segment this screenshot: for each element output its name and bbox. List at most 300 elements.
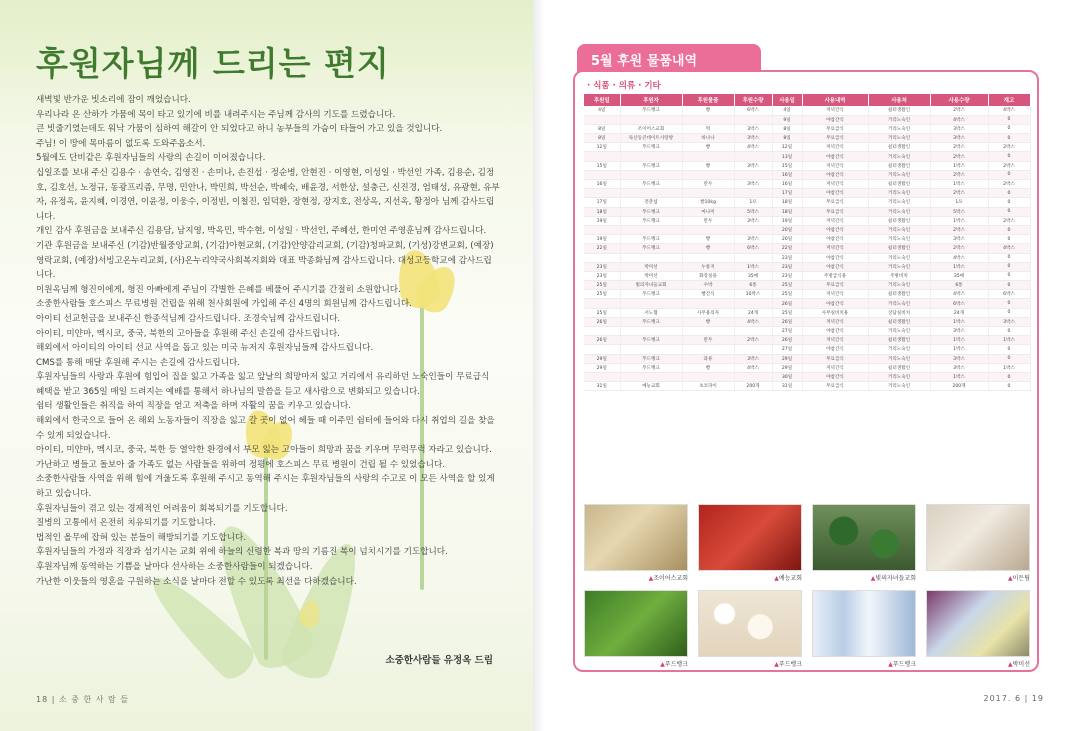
table-cell: 푸드뱅크 bbox=[620, 290, 682, 299]
table-cell bbox=[584, 253, 620, 262]
letter-paragraph: 후원자님들이 겪고 있는 경제적인 어려움이 회복되기를 기도합니다. bbox=[36, 503, 288, 514]
column-header: 사용처 bbox=[868, 94, 930, 106]
column-header: 재고 bbox=[988, 94, 1030, 106]
letter-paragraph: 큰 빗줄기였는데도 워낙 가뭄이 심하여 해갈이 안 되었다고 하니 농부들의 가슴이 타들어 가고 있을 것입니다. bbox=[36, 124, 443, 135]
table-cell: 0 bbox=[988, 327, 1030, 336]
table-cell: 4박스 bbox=[734, 317, 772, 326]
table-cell: 31일 bbox=[772, 382, 802, 391]
table-cell bbox=[682, 152, 734, 161]
table-cell bbox=[584, 345, 620, 354]
table-cell: 거리노숙인 bbox=[868, 345, 930, 354]
table-row bbox=[584, 327, 1030, 336]
table-cell: 0 bbox=[988, 308, 1030, 317]
table-cell: 4박스 bbox=[988, 106, 1030, 115]
table-row bbox=[584, 382, 1030, 391]
table-cell: 저녁간식 bbox=[802, 106, 868, 115]
table-row bbox=[584, 124, 1030, 133]
table-cell: 무료급식 bbox=[802, 207, 868, 216]
table-cell: 0 bbox=[988, 134, 1030, 143]
table-cell: 25일 bbox=[772, 308, 802, 317]
table-cell: 3박스 bbox=[988, 317, 1030, 326]
table-cell: 야참간식 bbox=[802, 115, 868, 124]
letter-paragraph: 이원옥님께 형진이에게, 형진 아빠에게 주님이 각별한 은혜를 베풀어 주시기를 간절히 소원합니다. bbox=[36, 284, 401, 295]
table-cell: 25일 bbox=[772, 290, 802, 299]
table-cell: 야참간식 bbox=[802, 235, 868, 244]
table-cell: 6박스 bbox=[988, 290, 1030, 299]
table-cell: 야참간식 bbox=[802, 262, 868, 271]
page-footer-left: 18 | 소 중 한 사 람 들 bbox=[36, 695, 130, 704]
table-cell: 25일 bbox=[584, 308, 620, 317]
table-cell: 무료급식 bbox=[802, 382, 868, 391]
table-cell: 거리노숙인 bbox=[868, 189, 930, 198]
table-cell: 5박스 bbox=[734, 207, 772, 216]
table-cell: 야참간식 bbox=[802, 345, 868, 354]
column-header: 사용수량 bbox=[930, 94, 988, 106]
table-cell: 3박스 bbox=[734, 134, 772, 143]
table-row bbox=[584, 134, 1030, 143]
table-cell: 6통 bbox=[734, 281, 772, 290]
table-cell: 20일 bbox=[772, 235, 802, 244]
table-cell: 거리노숙인 bbox=[868, 207, 930, 216]
table-cell: 1박스 bbox=[734, 262, 772, 271]
table-cell: 박미선 bbox=[620, 262, 682, 271]
table-cell: 2박스 bbox=[734, 336, 772, 345]
table-cell: 쉼터생활인 bbox=[868, 180, 930, 189]
photo-greens bbox=[584, 590, 688, 657]
letter-paragraph: 해외에서 한국으로 들어 온 해외 노동자들이 직장을 잃고 갈 곳이 없어 헤들 때 이주민 쉼터에 들어와 다시 취업의 길을 찾을 수 있게 되었습니다. bbox=[36, 416, 495, 441]
table-cell: 3박스 bbox=[930, 134, 988, 143]
table-cell: 0 bbox=[988, 170, 1030, 179]
photo-caption: ▲푸드뱅크 bbox=[774, 661, 802, 668]
photo-caption: ▲조이어스교회 bbox=[648, 575, 688, 582]
right-page bbox=[533, 0, 1066, 731]
table-cell: 8일 bbox=[772, 124, 802, 133]
letter-paragraph: 주님! 이 땅에 목마름이 없도록 도와주옵소서. bbox=[36, 138, 206, 149]
table-cell: 0 bbox=[988, 235, 1030, 244]
table-cell: 만두 bbox=[682, 336, 734, 345]
column-header: 사용일 bbox=[772, 94, 802, 106]
table-cell bbox=[682, 372, 734, 381]
table-cell: 22일 bbox=[584, 244, 620, 253]
table-cell: 전춘섭 bbox=[620, 198, 682, 207]
table-cell bbox=[682, 225, 734, 234]
table-cell: 0 bbox=[988, 225, 1030, 234]
table-row bbox=[584, 271, 1030, 280]
table-cell bbox=[584, 225, 620, 234]
table-cell: 2박스 bbox=[988, 143, 1030, 152]
table-cell: 거리노숙인 bbox=[868, 170, 930, 179]
table-cell: 쉼터생활인 bbox=[868, 317, 930, 326]
column-header: 후원자 bbox=[620, 94, 682, 106]
photo-supplies bbox=[926, 590, 1030, 657]
table-cell: 8일 bbox=[772, 134, 802, 143]
table-row bbox=[584, 262, 1030, 271]
table-cell: 거리노숙인 bbox=[868, 262, 930, 271]
table-cell: 26일 bbox=[584, 336, 620, 345]
letter-paragraph: 새벽빛 반가운 빗소리에 잠이 깨었습니다. bbox=[36, 95, 191, 105]
table-cell: 저녁간식 bbox=[802, 290, 868, 299]
table-cell: 2박스 bbox=[930, 152, 988, 161]
table-cell: 18일 bbox=[584, 207, 620, 216]
table-cell bbox=[734, 189, 772, 198]
table-row bbox=[584, 216, 1030, 225]
table-cell: 4박스 bbox=[930, 290, 988, 299]
table-cell: 25일 bbox=[584, 290, 620, 299]
table-cell: 푸드뱅크 bbox=[620, 207, 682, 216]
table-cell: 18일 bbox=[772, 207, 802, 216]
table-cell: 수박 bbox=[682, 281, 734, 290]
table-cell: 쉼터생활인 bbox=[868, 336, 930, 345]
letter-paragraph: 십일조를 보내 주신 김용수 · 송연숙, 김영진 · 손미나, 손진섭 · 정순병, 안현진 · 이영현, 이성일 · 박선인 가족, 김용순, 김정호, 김호선, 노정규, 동광프리즘, 무명, 민안나, 박민희, 박선순, 박혜숙, 배윤경, 서한상, 설충근, 신진경, 엄태성, 유광현, 유부자, 유정옥, 윤지혜, 이경연, 이윤정, 이웅수, 이정빈, 이철진, 임덕환, 장현정, 장지호, 전상옥, 지선옥, 황정아 님께 감사드립니다. bbox=[36, 167, 500, 222]
table-cell: 쉼터생활인 bbox=[868, 161, 930, 170]
table-cell: 쉼터생활인 bbox=[868, 143, 930, 152]
table-cell: 거리노숙인 bbox=[868, 372, 930, 381]
table-cell: 쉼터생활인 bbox=[868, 216, 930, 225]
table-cell: 4박스 bbox=[734, 363, 772, 372]
table-cell: 9일 bbox=[772, 115, 802, 124]
table-cell: 빵 bbox=[682, 244, 734, 253]
table-cell: 0 bbox=[988, 354, 1030, 363]
table-cell: 1박스 bbox=[930, 161, 988, 170]
table-cell: 29일 bbox=[584, 363, 620, 372]
table-cell: 만두 bbox=[682, 180, 734, 189]
table-cell: 야참간식 bbox=[802, 189, 868, 198]
table-cell: 2박스 bbox=[930, 106, 988, 115]
table-cell bbox=[584, 327, 620, 336]
table-cell: 3박스 bbox=[930, 124, 988, 133]
table-row bbox=[584, 180, 1030, 189]
table-cell: 푸드뱅크 bbox=[620, 106, 682, 115]
table-cell: 8일 bbox=[584, 134, 620, 143]
table-cell: 무료급식 bbox=[802, 354, 868, 363]
photo-dumplings bbox=[698, 590, 802, 657]
table-row bbox=[584, 290, 1030, 299]
table-cell: 5박스 bbox=[930, 207, 988, 216]
table-cell: 16일 bbox=[772, 170, 802, 179]
table-cell: 거리노숙인 bbox=[868, 354, 930, 363]
table-cell: 마나미 bbox=[682, 207, 734, 216]
table-cell: 8일 bbox=[584, 124, 620, 133]
table-row bbox=[584, 161, 1030, 170]
table-cell: 빵 bbox=[682, 161, 734, 170]
photo-caption: ▲박미선 bbox=[1007, 661, 1030, 668]
table-row bbox=[584, 281, 1030, 290]
table-cell: 200개 bbox=[930, 382, 988, 391]
letter-paragraph: 법적인 올무에 잡혀 있는 분들이 해방되기를 기도합니다. bbox=[36, 532, 247, 543]
table-cell: 4박스 bbox=[930, 115, 988, 124]
table-cell: 3박스 bbox=[734, 235, 772, 244]
photo-milk-cartons bbox=[812, 590, 916, 657]
table-cell bbox=[734, 170, 772, 179]
table-cell: 1포 bbox=[930, 198, 988, 207]
table-row bbox=[584, 170, 1030, 179]
table-cell: 푸드뱅크 bbox=[620, 180, 682, 189]
column-header: 사용내역 bbox=[802, 94, 868, 106]
table-cell: 저녁간식 bbox=[802, 363, 868, 372]
table-cell: 29일 bbox=[772, 354, 802, 363]
page-spine-shadow bbox=[533, 0, 545, 731]
table-cell bbox=[584, 170, 620, 179]
table-cell: 2박스 bbox=[930, 189, 988, 198]
column-header: 후원물품 bbox=[682, 94, 734, 106]
table-cell: 15일 bbox=[772, 161, 802, 170]
photo-caption: ▲푸드뱅크 bbox=[660, 661, 688, 668]
table-cell: 푸드뱅크 bbox=[620, 161, 682, 170]
table-cell: 푸드뱅크 bbox=[620, 244, 682, 253]
table-cell: 2박스 bbox=[930, 170, 988, 179]
table-cell: 12일 bbox=[584, 143, 620, 152]
table-cell: 2박스 bbox=[930, 143, 988, 152]
letter-paragraph: 아이티 선교헌금을 보내주신 한종석님께 감사드립니다. 조경숙님께 감사드립니다. bbox=[36, 313, 341, 324]
table-cell: 0 bbox=[988, 207, 1030, 216]
photo-caption: ▲이든팀 bbox=[1007, 575, 1030, 582]
table-cell: 푸드뱅크 bbox=[620, 143, 682, 152]
table-cell: 주방급식용 bbox=[802, 271, 868, 280]
table-cell: 야참간식 bbox=[802, 372, 868, 381]
table-cell: 저녁간식 bbox=[802, 336, 868, 345]
table-row bbox=[584, 189, 1030, 198]
table-cell: 거리노숙인 bbox=[868, 327, 930, 336]
page-footer-right: 2017. 6 | 19 bbox=[983, 694, 1044, 703]
table-cell: 거리노숙인 bbox=[868, 198, 930, 207]
panel-title-tab: 5월 후원 물품내역 bbox=[577, 44, 761, 72]
table-cell: 4박스 bbox=[930, 253, 988, 262]
table-cell: 26일 bbox=[772, 299, 802, 308]
table-cell: 박미선 bbox=[620, 271, 682, 280]
table-cell: 19일 bbox=[772, 216, 802, 225]
photo-caption: ▲예능교회 bbox=[774, 575, 802, 582]
table-cell bbox=[734, 299, 772, 308]
table-cell: 1박스 bbox=[988, 363, 1030, 372]
table-row bbox=[584, 317, 1030, 326]
letter-paragraph: 아이티, 미얀마, 멕시코, 중국, 북한의 고아들을 후원해 주신 손길에 감사드립니다. bbox=[36, 328, 340, 339]
table-cell: 19일 bbox=[584, 216, 620, 225]
table-cell: 3박스 bbox=[930, 354, 988, 363]
table-cell: 저녁간식 bbox=[802, 244, 868, 253]
table-cell bbox=[682, 345, 734, 354]
table-cell: 0 bbox=[988, 115, 1030, 124]
table-cell: 17일 bbox=[584, 198, 620, 207]
table-cell: 거리노숙인 bbox=[868, 134, 930, 143]
table-cell: 독산동큰데이트사랑방 bbox=[620, 134, 682, 143]
table-cell bbox=[620, 299, 682, 308]
table-cell: 25일 bbox=[584, 281, 620, 290]
table-cell bbox=[682, 170, 734, 179]
table-cell: 화장실용 bbox=[682, 271, 734, 280]
table-cell: 푸드뱅크 bbox=[620, 354, 682, 363]
table-cell: 거리노숙인 bbox=[868, 115, 930, 124]
table-cell: 주방비치 bbox=[868, 271, 930, 280]
table-cell: 3박스 bbox=[734, 216, 772, 225]
table-cell: 거리노숙인 bbox=[868, 299, 930, 308]
table-row bbox=[584, 345, 1030, 354]
table-cell: 야참간식 bbox=[802, 170, 868, 179]
table-cell: 26일 bbox=[772, 317, 802, 326]
table-cell: 2박스 bbox=[988, 161, 1030, 170]
table-row bbox=[584, 244, 1030, 253]
table-cell: 19일 bbox=[584, 235, 620, 244]
photo-boxes bbox=[926, 504, 1030, 571]
table-cell: 푸드뱅크 bbox=[620, 235, 682, 244]
table-cell: 6박스 bbox=[734, 244, 772, 253]
table-cell: 빵 bbox=[682, 235, 734, 244]
table-cell: 23일 bbox=[584, 262, 620, 271]
table-cell: 사무용의자 bbox=[682, 308, 734, 317]
table-cell bbox=[734, 152, 772, 161]
table-cell: 2박스 bbox=[988, 180, 1030, 189]
table-cell: 13일 bbox=[772, 152, 802, 161]
table-cell: 야참간식 bbox=[802, 299, 868, 308]
table-cell bbox=[584, 189, 620, 198]
table-cell: 3박스 bbox=[930, 327, 988, 336]
letter-paragraph: 가난한 이웃들의 영혼을 구원하는 소식을 날마다 전할 수 있도록 최선을 다하겠습니다. bbox=[36, 576, 357, 587]
table-cell: 빛의자녀들교회 bbox=[620, 281, 682, 290]
table-cell: 27일 bbox=[772, 327, 802, 336]
table-cell: 1박스 bbox=[930, 372, 988, 381]
photo-caption: ▲푸드뱅크 bbox=[888, 661, 916, 668]
table-row bbox=[584, 253, 1030, 262]
table-cell: 빵 bbox=[682, 363, 734, 372]
table-cell: 35매 bbox=[734, 271, 772, 280]
letter-paragraph: 아이티, 미얀마, 멕시코, 중국, 북한 등 열악한 환경에서 부모 잃는 고아들이 희망과 꿈을 키우며 무럭무럭 자라고 있습니다. bbox=[36, 445, 492, 456]
table-cell: 쉼터생활인 bbox=[868, 106, 930, 115]
table-cell: 1박스 bbox=[930, 180, 988, 189]
table-cell: 1박스 bbox=[930, 345, 988, 354]
table-cell: 1박스 bbox=[930, 336, 988, 345]
table-cell bbox=[682, 253, 734, 262]
table-row bbox=[584, 198, 1030, 207]
table-cell: 거리노숙인 bbox=[868, 124, 930, 133]
column-header: 후원일 bbox=[584, 94, 620, 106]
table-cell: 0 bbox=[988, 189, 1030, 198]
table-cell: 3박스 bbox=[734, 161, 772, 170]
table-cell: 200개 bbox=[734, 382, 772, 391]
table-cell: 거리노숙인 bbox=[868, 382, 930, 391]
table-cell: 푸드뱅크 bbox=[620, 317, 682, 326]
table-cell: 25일 bbox=[772, 281, 802, 290]
table-cell bbox=[620, 170, 682, 179]
table-cell: 쌀10kg bbox=[682, 198, 734, 207]
table-cell: 무료급식 bbox=[802, 281, 868, 290]
letter-paragraph: 쉼터 생활인들은 취직을 하여 직장을 얻고 저축을 하며 자활의 꿈을 키우고 있습니다. bbox=[36, 401, 352, 412]
table-cell: 6박스 bbox=[734, 106, 772, 115]
table-cell: 거리노숙인 bbox=[868, 225, 930, 234]
table-cell: 바나나 bbox=[682, 134, 734, 143]
table-cell: 빵 bbox=[682, 143, 734, 152]
table-cell bbox=[682, 189, 734, 198]
letter-paragraph: 가난하고 병들고 돌보아 줄 가족도 없는 사람들을 위하여 정평에 호스피스 무료 병원이 건립 될 수 있었습니다. bbox=[36, 459, 445, 470]
table-cell: 10박스 bbox=[734, 290, 772, 299]
table-cell: 상담실비치 bbox=[868, 308, 930, 317]
table-cell bbox=[734, 225, 772, 234]
table-cell: 과류 bbox=[682, 354, 734, 363]
table-row bbox=[584, 235, 1030, 244]
table-cell: 31일 bbox=[584, 382, 620, 391]
table-cell: 29일 bbox=[584, 354, 620, 363]
table-row bbox=[584, 207, 1030, 216]
table-cell: 18일 bbox=[772, 198, 802, 207]
table-cell: 쉼터생활인 bbox=[868, 363, 930, 372]
table-cell: 27일 bbox=[772, 345, 802, 354]
table-cell: 빵 bbox=[682, 106, 734, 115]
table-row bbox=[584, 372, 1030, 381]
table-cell: 푸드뱅크 bbox=[620, 216, 682, 225]
table-cell: 3박스 bbox=[734, 354, 772, 363]
table-cell: 1포 bbox=[734, 198, 772, 207]
table-cell: 야참간식 bbox=[802, 225, 868, 234]
table-cell: 0 bbox=[988, 281, 1030, 290]
table-cell: 저녁간식 bbox=[802, 317, 868, 326]
table-cell: 0 bbox=[988, 299, 1030, 308]
table-cell: 푸드뱅크 bbox=[620, 336, 682, 345]
letter-paragraph: 우리나라 온 산하가 가뭄에 목이 타고 있기에 비를 내려주시는 주님께 감사의 기도를 드렸습니다. bbox=[36, 109, 396, 120]
table-cell: 거리노숙인 bbox=[868, 281, 930, 290]
table-cell: 22일 bbox=[772, 244, 802, 253]
table-cell: 17일 bbox=[772, 189, 802, 198]
table-cell: 4일 bbox=[772, 106, 802, 115]
table-cell bbox=[620, 152, 682, 161]
table-cell: 저녁간식 bbox=[802, 216, 868, 225]
table-cell bbox=[620, 115, 682, 124]
table-cell: 6통 bbox=[930, 281, 988, 290]
table-cell: 3박스 bbox=[734, 124, 772, 133]
table-cell: 0 bbox=[988, 271, 1030, 280]
signature: 소중한사람들 유정옥 드림 bbox=[385, 655, 493, 666]
letter-paragraph: 소중한사람들 사역을 위해 힘에 겨울도록 후원해 주시고 동역해 주시는 후원자님들의 사랑의 수고로 이 모든 사역을 할 있게 하고 있습니다. bbox=[36, 474, 495, 500]
table-cell: 저녁간식 bbox=[802, 180, 868, 189]
letter-paragraph: 후원자님들의 사랑과 후원에 힘입어 집을 잃고 가족을 잃고 앞날의 희망마저 잃고 거리에서 유리하던 노숙인들이 무료급식 혜택을 받고 365일 매일 드려지는 예배를 통해서 하나님의 말씀을 듣고 새사람으로 변화되고 있습니다. bbox=[36, 372, 490, 397]
table-cell: 0 bbox=[988, 198, 1030, 207]
table-row bbox=[584, 115, 1030, 124]
table-cell: 24개 bbox=[734, 308, 772, 317]
table-cell: 23일 bbox=[772, 271, 802, 280]
table-cell: 35매 bbox=[930, 271, 988, 280]
table-cell bbox=[734, 372, 772, 381]
table-cell: 4일 bbox=[584, 106, 620, 115]
table-cell: 초코파이 bbox=[682, 382, 734, 391]
photo-watermelons bbox=[812, 504, 916, 571]
letter-paragraph: CMS를 통해 매달 후원해 주시는 손길에 감사드립니다. bbox=[36, 357, 241, 368]
table-cell bbox=[620, 253, 682, 262]
table-cell: 12일 bbox=[772, 143, 802, 152]
table-cell bbox=[620, 327, 682, 336]
table-cell: 누룽지 bbox=[682, 262, 734, 271]
table-cell: 무료급식 bbox=[802, 198, 868, 207]
table-cell: 6박스 bbox=[930, 299, 988, 308]
table-cell: 저녁간식 bbox=[802, 143, 868, 152]
table-cell: 16일 bbox=[584, 180, 620, 189]
table-cell: 4박스 bbox=[988, 244, 1030, 253]
letter-body bbox=[36, 93, 500, 589]
table-cell bbox=[584, 372, 620, 381]
table-cell: 예능교회 bbox=[620, 382, 682, 391]
table-header-row bbox=[584, 94, 1030, 106]
table-cell: 3박스 bbox=[734, 180, 772, 189]
table-cell bbox=[734, 327, 772, 336]
table-cell: 저녁간식 bbox=[802, 161, 868, 170]
table-cell: 야참간식 bbox=[802, 327, 868, 336]
table-row bbox=[584, 152, 1030, 161]
photo-caption: ▲빛의자녀들교회 bbox=[870, 575, 916, 582]
table-cell: 1박스 bbox=[930, 317, 988, 326]
table-row bbox=[584, 225, 1030, 234]
table-cell: 26일 bbox=[772, 336, 802, 345]
table-cell: 23일 bbox=[772, 262, 802, 271]
table-cell: 떡 bbox=[682, 124, 734, 133]
table-cell: 0 bbox=[988, 124, 1030, 133]
table-cell: 쉼터생활인 bbox=[868, 244, 930, 253]
table-body bbox=[584, 106, 1030, 391]
